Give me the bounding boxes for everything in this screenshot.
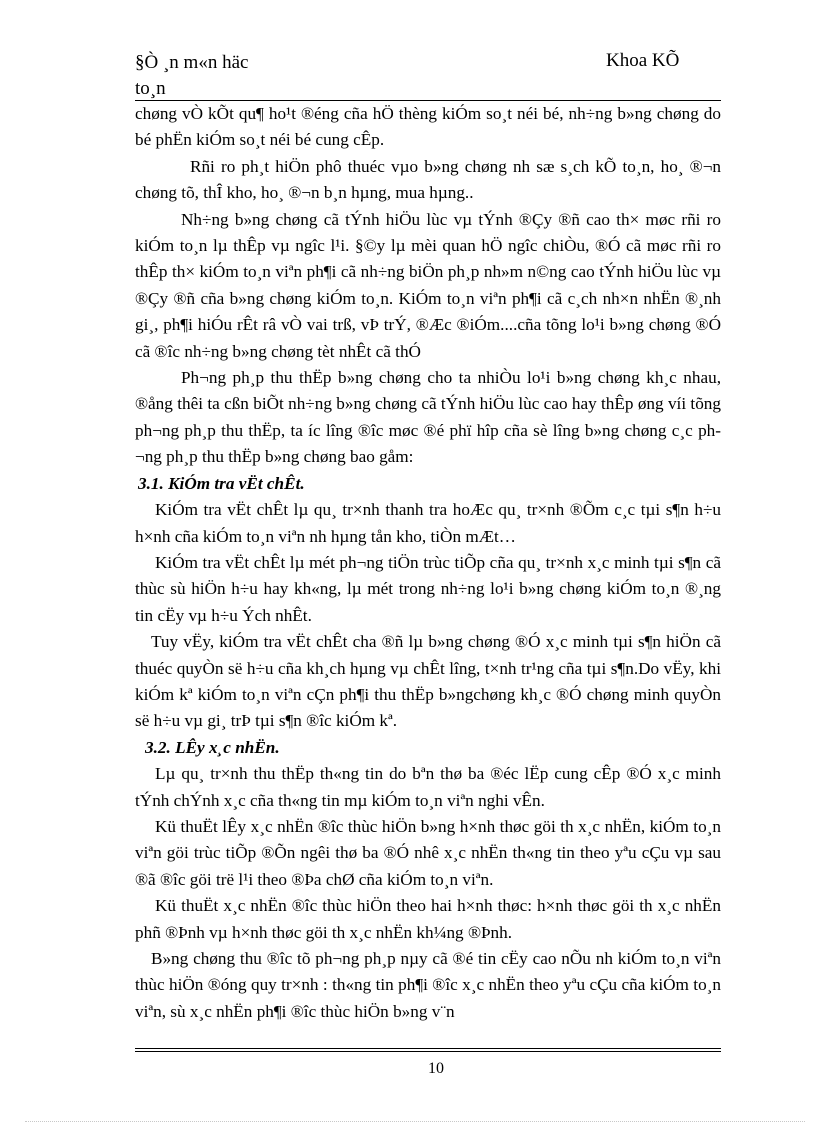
paragraph: Nh÷ng b»ng chøng cã tÝnh hiÖu lùc vµ tÝnh ®Çy ®ñ cao th× møc rñi ro kiÓm to¸n lµ thÊp vµ ngîc l¹i. §©y lµ mèi quan hÖ ngîc chiÒu, ®Ó cã møc rñi ro thÊp th× kiÓm to¸n viªn ph¶i cã nh÷ng biÖn ph¸p nh»m n©ng cao tÝnh hiÖu lùc vµ ®Çy ®ñ cña b»ng chøng kiÓm to¸n. KiÓm to¸n viªn ph¶i cã c¸ch nh×n nhËn ®¸nh gi¸, ph¶i hiÓu rÊt râ vÒ vai trß, vÞ trÝ, ®Æc ®iÓm....cña tõng lo¹i b»ng chøng ®Ó cã ®îc nh÷ng b»ng chøng tèt nhÊt cã thÓ: [135, 209, 721, 361]
header-faculty: Khoa KÕ: [606, 50, 680, 71]
paragraph: Ph¬ng ph¸p thu thËp b»ng chøng cho ta nhiÒu lo¹i b»ng chøng kh¸c nhau, ®ång thêi ta cßn biÕt nh÷ng b»ng chøng cã tÝnh hiÖu lùc cao hay thÊp øng víi tõng ph¬ng ph¸p thu thËp, ta íc lîng ®îc møc ®é phï hîp cña sè lîng b»ng chøng c¸c ph¬ng ph¸p thu thËp b»ng chøng bao gåm:: [135, 368, 721, 467]
section-heading-3-2: 3.2. LÊy x¸c nhËn.: [145, 737, 280, 757]
header-course-line-2: to¸n: [135, 78, 166, 99]
paragraph: Rñi ro ph¸t hiÖn phô thuéc vµo b»ng chøng nh sæ s¸ch kÕ to¸n, ho¸ ®¬n chøng tõ, thÎ kho, ho¸ ®¬n b¸n hµng, mua hµng..: [135, 156, 721, 203]
header-course-line-1: §Ò ¸n m«n häc: [135, 52, 249, 73]
header-course-title: [135, 50, 248, 102]
paragraph: chøng vÒ kÕt qu¶ ho¹t ®éng cña hÖ thèng kiÓm so¸t néi bé, nh÷ng b»ng chøng do bé phËn kiÓm so¸t néi bé cung cÊp.: [135, 104, 721, 150]
paragraph: B»ng chøng thu ®îc tõ ph¬ng ph¸p nµy cã ®é tin cËy cao nÕu nh kiÓm to¸n viªn thùc hiÖn ®óng quy tr×nh : th«ng tin ph¶i ®îc x¸c nhËn theo yªu cÇu cña kiÓm to¸n viªn, sù x¸c nhËn ph¶i ®îc thùc hiÖn b»ng v¨n: [135, 949, 721, 1021]
page-number: 10: [428, 1060, 444, 1077]
paragraph: Tuy vËy, kiÓm tra vËt chÊt cha ®ñ lµ b»ng chøng ®Ó x¸c minh tµi s¶n hiÖn cã thuéc quyÒn së h÷u cña kh¸ch hµng vµ chÊt lîng, t×nh tr¹ng cña tµi s¶n.Do vËy, khi kiÓm kª kiÓm to¸n viªn cÇn ph¶i thu thËp b»ngchøng kh¸c ®Ó chøng minh quyÒn së h÷u vµ gi¸ trÞ tµi s¶n ®îc kiÓm kª.: [135, 632, 721, 731]
paragraph: Kü thuËt lÊy x¸c nhËn ®îc thùc hiÖn b»ng h×nh thøc göi th x¸c nhËn, kiÓm to¸n viªn göi trùc tiÕp ®Õn ngêi thø ba ®Ó nhê x¸c nhËn th«ng tin theo yªu cÇu vµ sau ®ã ®îc göi trë l¹i theo ®Þa chØ cña kiÓm to¸n viªn.: [135, 816, 721, 889]
section-heading-3-1: 3.1. KiÓm tra vËt chÊt.: [138, 473, 305, 493]
paragraph: Lµ qu¸ tr×nh thu thËp th«ng tin do bªn thø ba ®éc lËp cung cÊp ®Ó x¸c minh tÝnh chÝnh x¸c cña th«ng tin mµ kiÓm to¸n viªn nghi vÊn.: [135, 764, 721, 810]
paragraph: Kü thuËt x¸c nhËn ®îc thùc hiÖn theo hai h×nh thøc: h×nh thøc göi th x¸c nhËn phñ ®Þnh vµ h×nh thøc göi th x¸c nhËn kh¼ng ®Þnh.: [135, 896, 721, 942]
footer-divider: [135, 1048, 721, 1052]
paragraph: KiÓm tra vËt chÊt lµ mét ph¬ng tiÖn trùc tiÕp cña qu¸ tr×nh x¸c minh tµi s¶n cã thùc sù hiÖn h÷u hay kh«ng, lµ mét trong nh÷ng lo¹i b»ng chøng kiÓm to¸n ®¸ng tin cËy vµ h÷u Ých nhÊt.: [135, 552, 721, 625]
document-body: [135, 101, 721, 1025]
page-edge-divider: [25, 1121, 805, 1122]
paragraph: KiÓm tra vËt chÊt lµ qu¸ tr×nh thanh tra hoÆc qu¸ tr×nh ®Õm c¸c tµi s¶n h÷u h×nh cña kiÓm to¸n viªn nh hµng tån kho, tiÒn mÆt…: [135, 500, 721, 546]
